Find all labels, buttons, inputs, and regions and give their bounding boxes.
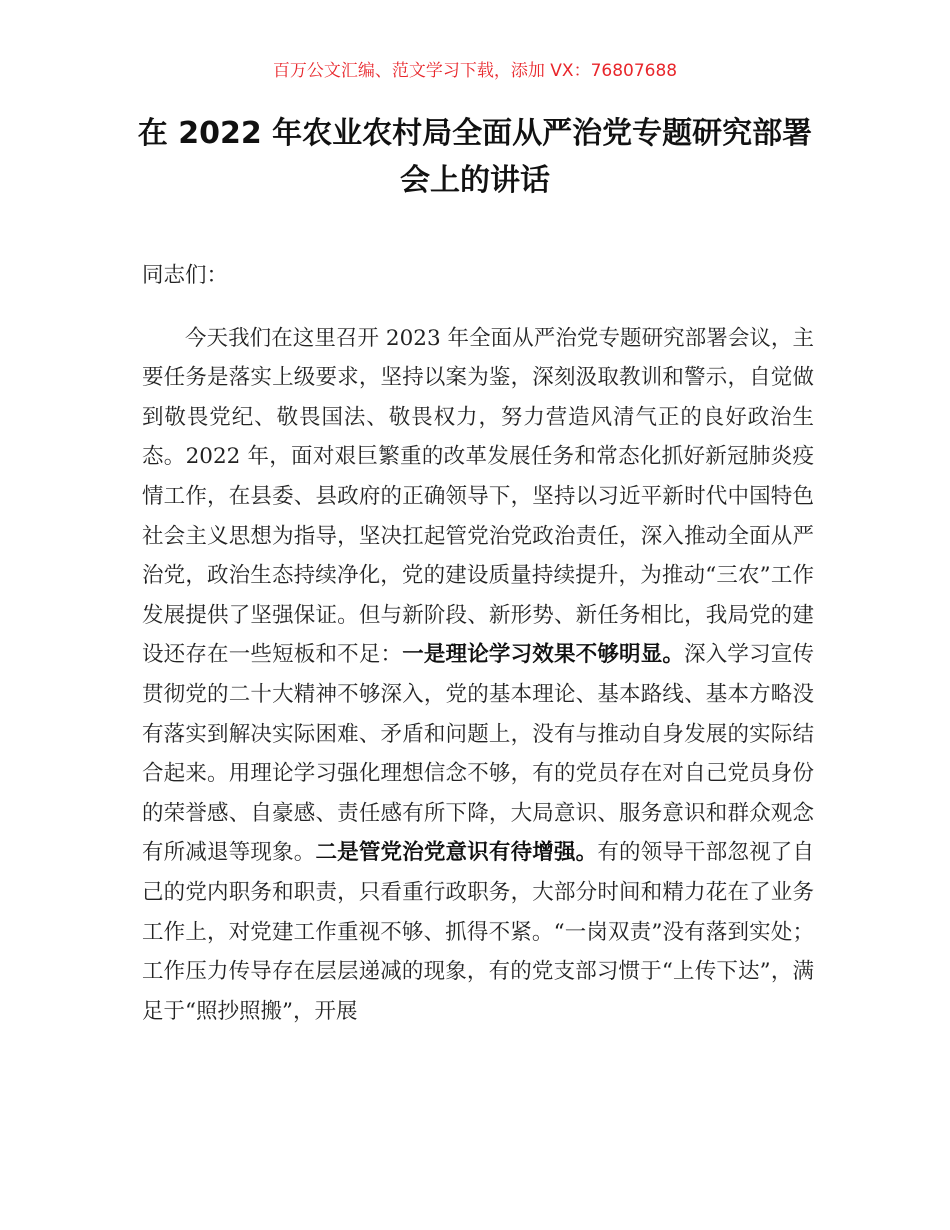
- bold-point-2: 二是管党治党意识有待增强。: [315, 840, 598, 866]
- header-watermark-note: 百万公文汇编、范文学习下载，添加 VX：76807688: [272, 61, 678, 81]
- paragraph-text-2: 深入学习宣传贯彻党的二十大精神不够深入，党的基本理论、基本路线、基本方略没有落实到解决实际困难、矛盾和问题上，没有与推动自身发展的实际结合起来。用理论学习强化理想信念不够，有的党员存在对自己党员身份的荣誉感、自豪感、责任感有所下降，大局意识、服务意识和群众观念有所减退等现象。: [142, 642, 814, 866]
- document-title: 在 2022 年农业农村局全面从严治党专题研究部署会上的讲话: [137, 116, 813, 198]
- bold-point-1: 一是理论学习效果不够明显。: [402, 642, 685, 668]
- body-paragraph: [142, 319, 814, 1032]
- salutation: 同志们：: [142, 263, 229, 288]
- document-body: [142, 256, 814, 1031]
- paragraph-text-3: 有的领导干部忽视了自己的党内职务和职责，只看重行政职务，大部分时间和精力花在了业务工作上，对党建工作重视不够、抓得不紧。“一岗双责”没有落到实处；工作压力传导存在层层递减的现象，有的党支部习惯于“上传下达”，满足于“照抄照搬”，开展: [142, 840, 814, 1024]
- paragraph-text-1: 今天我们在这里召开 2023 年全面从严治党专题研究部署会议，主要任务是落实上级要求，坚持以案为鉴，深刻汲取教训和警示，自觉做到敬畏党纪、敬畏国法、敬畏权力，努力营造风清气正的良好政治生态。2022 年，面对艰巨繁重的改革发展任务和常态化抓好新冠肺炎疫情工作，在县委、县政府的正确领导下，坚持以习近平新时代中国特色社会主义思想为指导，坚决扛起管党治党政治责任，深入推动全面从严治党，政治生态持续净化，党的建设质量持续提升，为推动“三农”工作发展提供了坚强保证。但与新阶段、新形势、新任务相比，我局党的建设还存在一些短板和不足：: [142, 325, 814, 668]
